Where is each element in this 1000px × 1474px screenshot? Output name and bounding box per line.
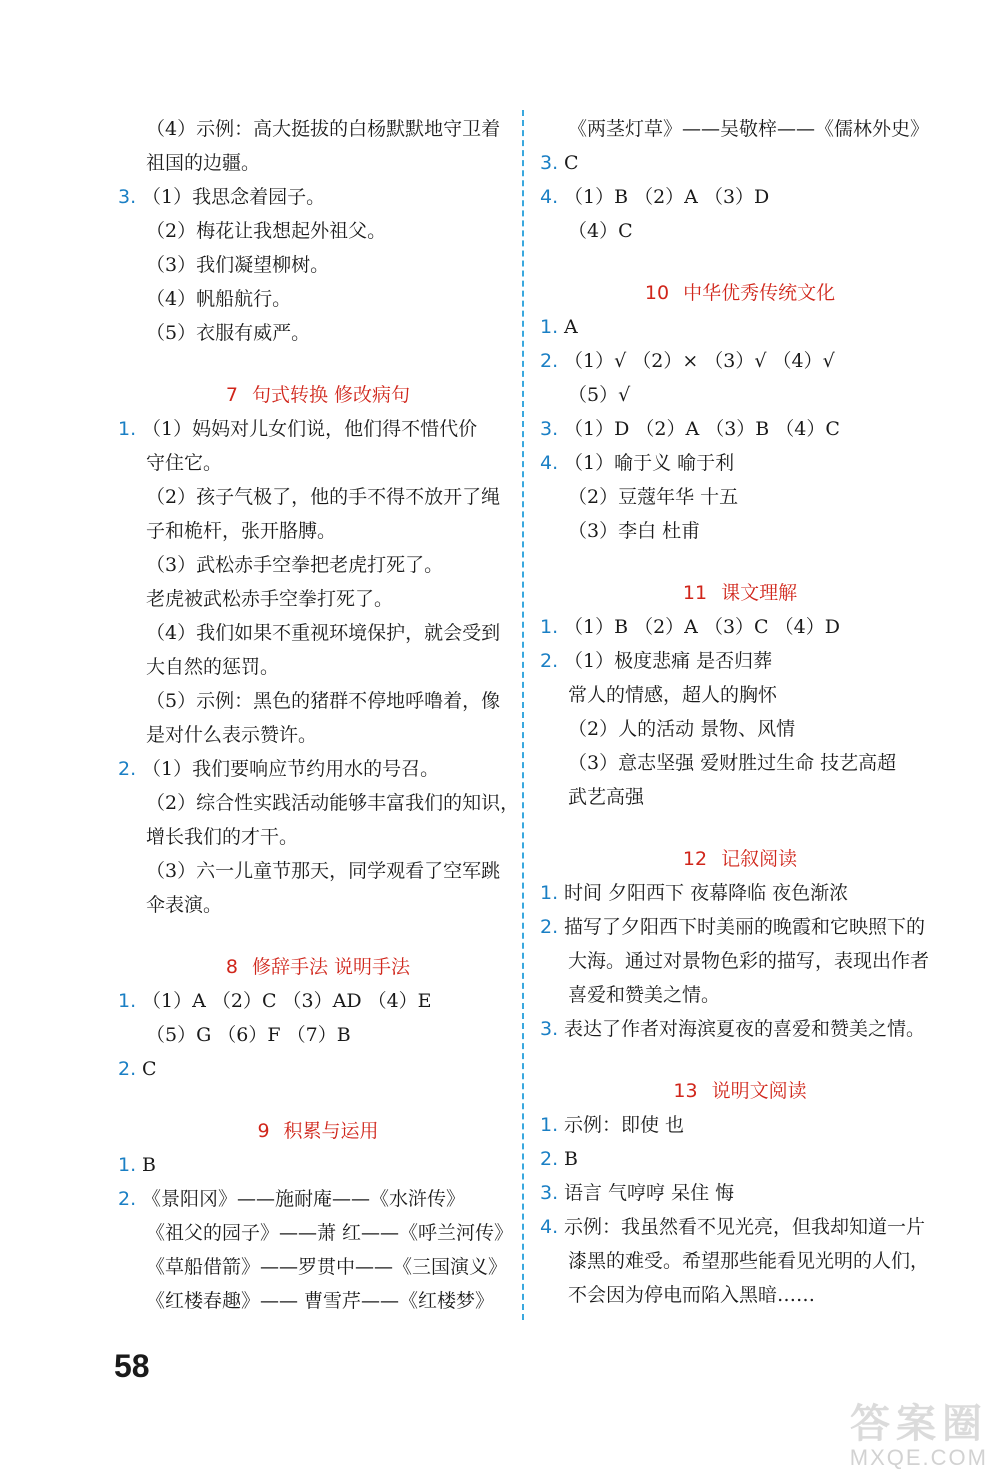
answer-line [118,112,518,146]
answer-text: C [564,152,579,174]
answer-line [118,752,518,786]
answer-text: （2）人的活动 景物、风情 [568,718,796,740]
question-number: 3. [540,418,559,440]
section-title: 记叙阅读 [721,848,798,870]
answer-text: （1）我们要响应节约用水的号召。 [142,758,440,780]
answer-text: 《祖父的园子》——萧 红——《呼兰河传》 [146,1222,514,1244]
answer-line [540,1108,940,1142]
answer-text: （3）六一儿童节那天，同学观看了空军跳 [146,860,501,882]
answer-text: 语言 气哼哼 呆住 悔 [564,1182,735,1204]
question-number: 2. [540,1148,559,1170]
answer-text: 常人的情感，超人的胸怀 [568,684,778,706]
answer-text: 表达了作者对海滨夏夜的喜爱和赞美之情。 [564,1018,926,1040]
question-number: 2. [540,350,559,372]
question-number: 1. [540,316,559,338]
answer-line [118,854,518,888]
answer-line [118,718,518,752]
answer-line [118,514,518,548]
answer-text: 大海。通过对景物色彩的描写，表现出作者 [568,950,930,972]
section-number: 12 [682,848,708,870]
answer-line [118,412,518,446]
section-heading [118,950,518,984]
answer-line [118,548,518,582]
answer-line [118,1052,518,1086]
answer-line [540,514,940,548]
answer-text: 祖国的边疆。 [146,152,261,174]
answer-text: （2）综合性实践活动能够丰富我们的知识， [146,792,520,814]
section-title: 修辞手法 说明手法 [252,956,411,978]
answer-line [118,248,518,282]
answer-line [118,316,518,350]
answer-text: 增长我们的才干。 [146,826,299,848]
answer-text: （1）√ （2）× （3）√ （4）√ [564,350,835,372]
section-heading [118,1114,518,1148]
answer-text: （1）D （2）A （3）B （4）C [564,418,840,440]
right-column [540,112,940,1312]
answer-text: （3）我们凝望柳树。 [146,254,330,276]
answer-text: （1）极度悲痛 是否归葬 [564,650,773,672]
answer-text: （2）梅花让我想起外祖父。 [146,220,387,242]
answer-text: 《草船借箭》——罗贯中——《三国演义》 [146,1256,508,1278]
answer-text: 喜爱和赞美之情。 [568,984,721,1006]
answer-text: （4）示例：高大挺拔的白杨默默地守卫着 [146,118,501,140]
question-number: 1. [540,882,559,904]
answer-text: （1）我思念着园子。 [142,186,326,208]
answer-line [118,1182,518,1216]
answer-line [118,1250,518,1284]
question-number: 1. [118,990,137,1012]
answer-line [540,146,940,180]
answer-text: 描写了夕阳西下时美丽的晚霞和它映照下的 [564,916,926,938]
answer-text: （4）帆船航行。 [146,288,292,310]
answer-line [540,480,940,514]
answer-text: 示例：即使 也 [564,1114,685,1136]
answer-line [118,984,518,1018]
page-number: 58 [114,1348,150,1384]
answer-line [540,1244,940,1278]
answer-line [540,712,940,746]
section-title: 中华优秀传统文化 [683,282,836,304]
answer-line [118,582,518,616]
answer-text: 守住它。 [146,452,223,474]
answer-line [540,610,940,644]
answer-text: 时间 夕阳西下 夜幕降临 夜色渐浓 [564,882,849,904]
answer-line [540,678,940,712]
answer-text: （3）武松赤手空拳把老虎打死了。 [146,554,444,576]
answer-text: （5）示例：黑色的猪群不停地呼噜着，像 [146,690,501,712]
answer-line [118,282,518,316]
answer-text: 子和桅杆，张开胳膊。 [146,520,337,542]
section-number: 9 [257,1120,270,1142]
section-title: 句式转换 修改病句 [252,384,411,406]
answer-line [118,786,518,820]
answer-line [540,214,940,248]
section-heading [540,576,940,610]
answer-line [118,146,518,180]
answer-text: 武艺高强 [568,786,645,808]
answer-line [118,1018,518,1052]
answer-line [118,684,518,718]
answer-line [540,1278,940,1312]
answer-text: （3）意志坚强 爱财胜过生命 技艺高超 [568,752,897,774]
answer-line [540,746,940,780]
answer-line [540,112,940,146]
answer-text: C [142,1058,157,1080]
section-heading [540,1074,940,1108]
answer-text: （1）B （2）A （3）C （4）D [564,616,840,638]
section-number: 10 [644,282,670,304]
answer-line [540,910,940,944]
answer-text: 大自然的惩罚。 [146,656,280,678]
answer-text: （1）妈妈对儿女们说，他们得不惜代价 [142,418,478,440]
answer-line [540,378,940,412]
question-number: 1. [540,1114,559,1136]
answer-text: （2）孩子气极了，他的手不得不放开了绳 [146,486,501,508]
question-number: 4. [540,452,559,474]
answer-text: （1）喻于义 喻于利 [564,452,735,474]
answer-line [118,1284,518,1318]
question-number: 2. [540,650,559,672]
answer-text: 不会因为停电而陷入黑暗…… [568,1284,816,1306]
watermark-logo [778,1402,988,1470]
answer-text: （4）我们如果不重视环境保护，就会受到 [146,622,501,644]
left-column [118,112,518,1318]
answer-line [118,180,518,214]
answer-line [118,650,518,684]
answer-line [540,978,940,1012]
section-heading [540,276,940,310]
answer-line [118,820,518,854]
answer-line [540,1210,940,1244]
question-number: 1. [118,418,137,440]
answer-line [118,1216,518,1250]
answer-line [540,1176,940,1210]
answer-line [540,310,940,344]
answer-text: 《景阳冈》——施耐庵——《水浒传》 [142,1188,466,1210]
watermark-text: 答案圈 [850,1402,988,1446]
answer-line [540,446,940,480]
answer-text: 是对什么表示赞许。 [146,724,318,746]
section-title: 说明文阅读 [711,1080,807,1102]
section-number: 11 [682,582,708,604]
answer-text: B [564,1148,578,1170]
answer-text: （3）李白 杜甫 [568,520,701,542]
answer-text: （2）豆蔻年华 十五 [568,486,739,508]
section-number: 7 [225,384,239,406]
column-divider [522,110,524,1320]
answer-text: A [564,316,578,338]
answer-text: 老虎被武松赤手空拳打死了。 [146,588,394,610]
answer-line [118,480,518,514]
answer-text: B [142,1154,156,1176]
answer-line [540,1012,940,1046]
question-number: 3. [540,1182,559,1204]
section-number: 8 [225,956,239,978]
answer-line [540,412,940,446]
section-title: 积累与运用 [283,1120,379,1142]
answer-text: 漆黑的难受。希望那些能看见光明的人们， [568,1250,930,1272]
answer-text: 《红楼春趣》—— 曹雪芹——《红楼梦》 [146,1290,495,1312]
answer-text: 示例：我虽然看不见光亮，但我却知道一片 [564,1216,926,1238]
question-number: 4. [540,186,559,208]
question-number: 3. [118,186,137,208]
answer-line [540,644,940,678]
answer-line [118,616,518,650]
answer-text: （5）衣服有威严。 [146,322,311,344]
question-number: 1. [118,1154,137,1176]
section-heading [118,378,518,412]
answer-text: 伞表演。 [146,894,223,916]
question-number: 2. [118,1058,137,1080]
section-title: 课文理解 [721,582,798,604]
question-number: 4. [540,1216,559,1238]
answer-line [540,1142,940,1176]
question-number: 2. [540,916,559,938]
answer-line [540,180,940,214]
question-number: 1. [540,616,559,638]
question-number: 3. [540,152,559,174]
answer-line [118,214,518,248]
answer-text: 《两茎灯草》——吴敬梓——《儒林外史》 [568,118,930,140]
watermark-url: MXQE.COM [849,1445,988,1470]
answer-line [540,876,940,910]
section-number: 13 [673,1080,698,1102]
answer-line [118,1148,518,1182]
question-number: 2. [118,1188,137,1210]
answer-text: （1）B （2）A （3）D [564,186,770,208]
answer-text: （5）√ [568,384,631,406]
answer-line [540,344,940,378]
answer-text: （5）G （6）F （7）B [146,1024,351,1046]
answer-line [540,780,940,814]
answer-line [540,944,940,978]
question-number: 2. [118,758,137,780]
answer-text: （4）C [568,220,633,242]
answer-line [118,446,518,480]
question-number: 3. [540,1018,559,1040]
answer-line [118,888,518,922]
section-heading [540,842,940,876]
answer-text: （1）A （2）C （3）AD （4）E [142,990,432,1012]
